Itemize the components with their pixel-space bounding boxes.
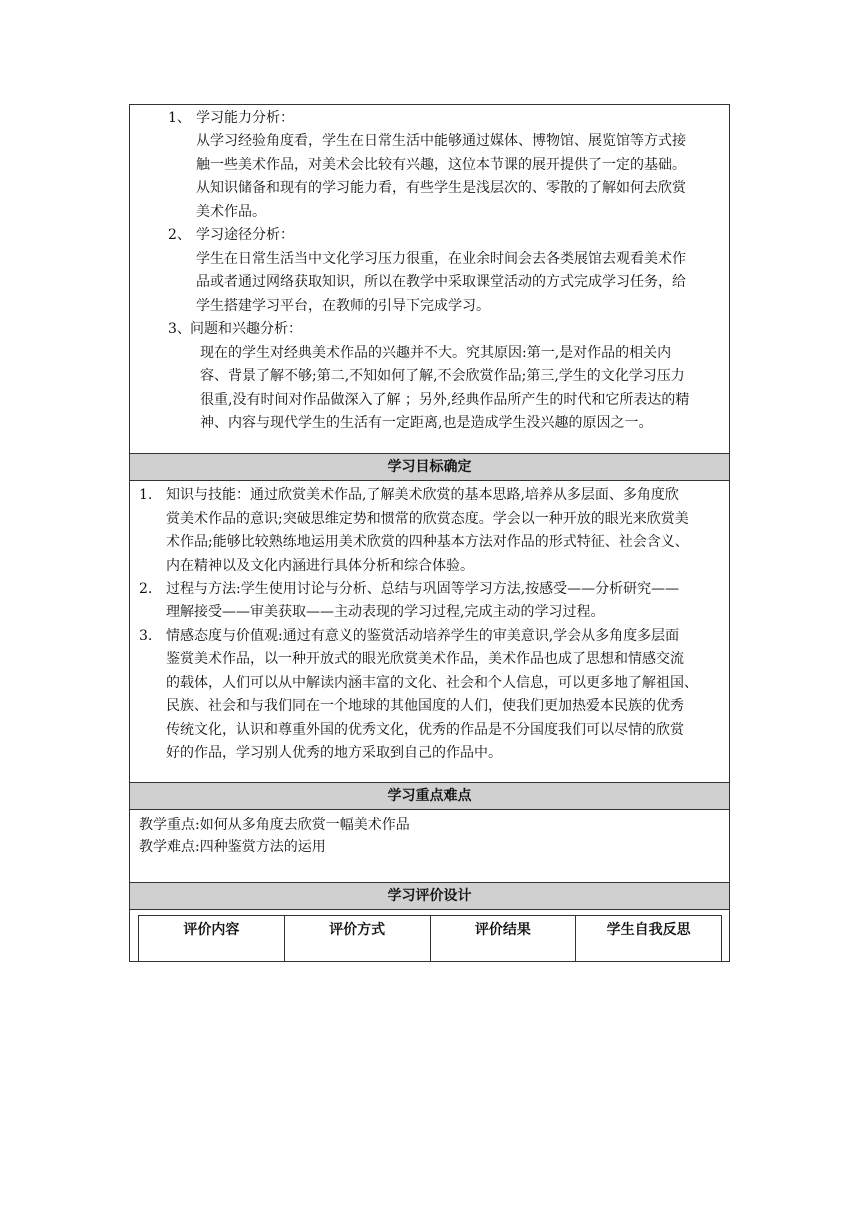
text-line: 教学难点:四种鉴赏方法的运用 — [139, 839, 326, 855]
text-line: 民族、社会和与我们同在一个地球的其他国度的人们，使我们更加热爱本民族的优秀 — [166, 698, 684, 714]
text-line: 很重,没有时间对作品做深入了解 ；另外,经典作品所产生的时代和它所表达的精 — [200, 392, 690, 408]
text-line: 赏美术作品的意识;突破思维定势和惯常的欣赏态度。学会以一种开放的眼光来欣赏美 — [166, 511, 689, 527]
focus-header: 学习重点难点 — [130, 782, 729, 810]
item-number: 1. — [139, 487, 153, 503]
column-header: 学生自我反思 — [606, 922, 691, 938]
text-line: 从知识储备和现有的学习能力看，有些学生是浅层次的、零散的了解如何去欣赏 — [196, 180, 686, 196]
item-number: 3. — [139, 628, 153, 644]
text-line: 情感态度与价值观:通过有意义的鉴赏活动培养学生的审美意识,学会从多角度多层面 — [166, 628, 680, 644]
column-header: 评价内容 — [139, 916, 285, 961]
text-line: 好的作品，学习别人优秀的地方采取到自己的作品中。 — [166, 745, 502, 761]
text-line: 教学重点:如何从多角度去欣赏一幅美术作品 — [139, 817, 410, 833]
text-line: 现在的学生对经典美术作品的兴趣并不大。究其原因:第一,是对作品的相关内 — [200, 345, 672, 361]
item-title: 学习途径分析： — [196, 227, 294, 243]
evaluation-table — [138, 915, 722, 962]
text-line: 术作品;能够比较熟练地运用美术欣赏的四种基本方法对作品的形式特征、社会含义、 — [166, 534, 689, 550]
text-line: 内在精神以及文化内涵进行具体分析和综合体验。 — [166, 558, 474, 574]
goals-header: 学习目标确定 — [130, 453, 729, 481]
text-line: 品或者通过网络获取知识，所以在教学中采取课堂活动的方式完成学习任务，给 — [196, 274, 686, 290]
text-line: 的载体，人们可以从中解读内涵丰富的文化、社会和个人信息，可以更多地了解祖国、 — [166, 675, 698, 691]
lesson-plan-table — [129, 104, 730, 962]
text-line: 传统文化，认识和尊重外国的优秀文化，优秀的作品是不分国度我们可以尽情的欣赏 — [166, 722, 684, 738]
text-line: 美术作品。 — [196, 204, 266, 220]
evaluation-header: 学习评价设计 — [130, 882, 729, 910]
text-line: 触一些美术作品，对美术会比较有兴趣，这位本节课的展开提供了一定的基础。 — [196, 157, 686, 173]
text-line: 理解接受——审美获取——主动表现的学习过程,完成主动的学习过程。 — [166, 604, 605, 620]
text-line: 容、背景了解不够;第二,不知如何了解,不会欣赏作品;第三,学生的文化学习压力 — [200, 368, 685, 384]
text-line: 从学习经验角度看，学生在日常生活中能够通过媒体、博物馆、展览馆等方式接 — [196, 133, 686, 149]
text-line: 学生搭建学习平台，在教师的引导下完成学习。 — [196, 298, 490, 314]
text-line: 过程与方法:学生使用讨论与分析、总结与巩固等学习方法,按感受——分析研究—— — [166, 581, 680, 597]
item-number: 2、 — [168, 227, 191, 243]
item-number: 3、 — [168, 321, 191, 337]
item-title: 问题和兴趣分析： — [190, 321, 302, 337]
text-line: 学生在日常生活当中文化学习压力很重，在业余时间会去各类展馆去观看美术作 — [196, 251, 686, 267]
item-title: 学习能力分析： — [196, 110, 294, 126]
item-number: 2. — [139, 581, 153, 597]
text-line: 知识与技能：通过欣赏美术作品,了解美术欣赏的基本思路,培养从多层面、多角度欣 — [166, 487, 679, 503]
item-number: 1、 — [168, 110, 191, 126]
column-header: 评价结果 — [431, 916, 577, 961]
column-header: 评价方式 — [285, 916, 431, 961]
text-line: 神、内容与现代学生的生活有一定距离,也是造成学生没兴趣的原因之一。 — [200, 415, 653, 431]
text-line: 鉴赏美术作品，以一种开放式的眼光欣赏美术作品，美术作品也成了思想和情感交流 — [166, 651, 684, 667]
